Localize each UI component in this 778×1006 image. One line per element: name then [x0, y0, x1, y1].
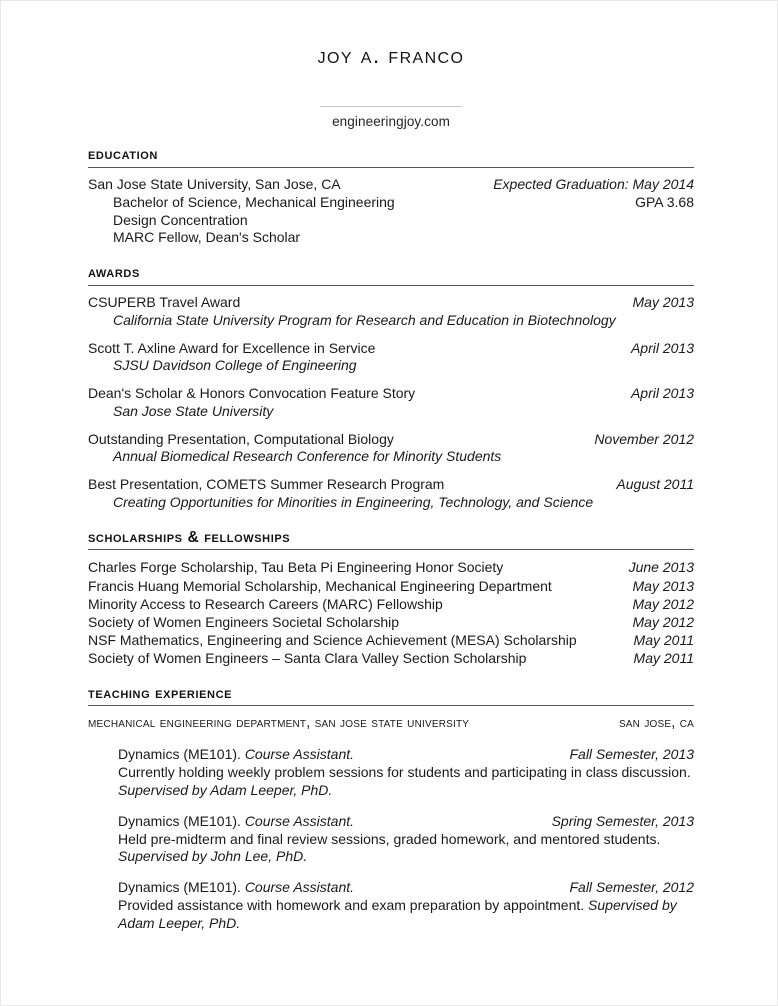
- teaching-entry: [88, 879, 694, 933]
- section-title-teaching: teaching experience: [88, 684, 233, 702]
- scholarship-row: [88, 631, 694, 649]
- award-item: [88, 476, 694, 512]
- education-degree-row: [88, 194, 694, 212]
- scholarship-name: Society of Women Engineers Societal Scholarship: [88, 614, 400, 631]
- award-date: November 2012: [594, 430, 694, 447]
- resume-content: [88, 1, 694, 933]
- teaching-supervisor: Supervised by Adam Leeper, PhD.: [118, 781, 333, 798]
- education-entry: [88, 176, 694, 247]
- teaching-term: Fall Semester, 2012: [569, 879, 694, 896]
- award-name: Outstanding Presentation, Computational Biology: [88, 430, 394, 447]
- section-divider-education: [88, 167, 694, 168]
- scholarship-row: [88, 558, 694, 576]
- teaching-course: Dynamics (ME101).: [118, 746, 241, 763]
- teaching-role: Course Assistant.: [244, 746, 355, 763]
- teaching-entry-header: [118, 746, 694, 764]
- teaching-role: Course Assistant.: [244, 879, 355, 896]
- award-detail: Annual Biomedical Research Conference for Minority Students: [113, 448, 502, 465]
- teaching-organization: mechanical engineering department, san jose state university: [88, 715, 470, 732]
- scholarship-date: May 2012: [632, 614, 694, 631]
- contact-block: [88, 106, 694, 129]
- award-item: [88, 431, 694, 467]
- teaching-role: Course Assistant.: [244, 812, 355, 829]
- scholarship-name: Society of Women Engineers – Santa Clara Valley Section Scholarship: [88, 650, 527, 667]
- education-school-row: [88, 176, 694, 194]
- award-header-row: [88, 476, 694, 494]
- award-item: [88, 385, 694, 421]
- award-date: May 2013: [632, 293, 694, 310]
- scholarship-date: May 2012: [632, 595, 694, 612]
- section-title-scholarships: scholarships & fellowships: [88, 528, 291, 546]
- award-name: CSUPERB Travel Award: [88, 293, 241, 310]
- teaching-entry: [88, 813, 694, 867]
- scholarship-name: Francis Huang Memorial Scholarship, Mechanical Engineering Department: [88, 577, 552, 594]
- candidate-name: joy a. franco: [317, 42, 465, 68]
- teaching-course: Dynamics (ME101).: [118, 812, 241, 829]
- section-divider-teaching: [88, 705, 694, 706]
- teaching-description-block: [118, 897, 694, 933]
- resume-header: [88, 43, 694, 129]
- teaching-entry-header: [118, 879, 694, 897]
- section-title-awards: awards: [88, 264, 140, 282]
- teaching-location: san jose, ca: [618, 715, 694, 732]
- section-scholarships: [88, 529, 694, 668]
- education-honors: MARC Fellow, Dean's Scholar: [113, 229, 301, 246]
- scholarship-date: June 2013: [628, 559, 694, 576]
- award-header-row: [88, 294, 694, 312]
- award-date: April 2013: [630, 385, 694, 402]
- teaching-organization-row: [88, 714, 694, 733]
- scholarship-name: Charles Forge Scholarship, Tau Beta Pi Engineering Honor Society: [88, 559, 504, 576]
- scholarship-row: [88, 613, 694, 631]
- scholarship-date: May 2013: [632, 577, 694, 594]
- award-detail: California State University Program for Research and Education in Biotechnology: [113, 311, 616, 328]
- award-detail: Creating Opportunities for Minorities in Engineering, Technology, and Science: [113, 493, 594, 510]
- teaching-description: Currently holding weekly problem sessions for students and participating in class discussion.: [118, 764, 691, 780]
- teaching-supervisor: Supervised by Adam Leeper, PhD.: [118, 897, 677, 932]
- scholarship-name: NSF Mathematics, Engineering and Science Achievement (MESA) Scholarship: [88, 632, 577, 649]
- teaching-course: Dynamics (ME101).: [118, 879, 241, 896]
- education-degree: Bachelor of Science, Mechanical Engineering: [113, 193, 395, 210]
- education-concentration: Design Concentration: [113, 211, 248, 228]
- award-header-row: [88, 385, 694, 403]
- teaching-term: Fall Semester, 2013: [569, 746, 694, 763]
- award-header-row: [88, 340, 694, 358]
- section-title-education: education: [88, 146, 158, 164]
- scholarship-date: May 2011: [633, 650, 694, 667]
- award-detail: SJSU Davidson College of Engineering: [113, 357, 357, 374]
- award-name: Scott T. Axline Award for Excellence in Service: [88, 339, 376, 356]
- education-graduation-date: Expected Graduation: May 2014: [493, 176, 694, 193]
- scholarship-list: [88, 558, 694, 667]
- teaching-description-block: [118, 764, 694, 800]
- teaching-entry: [88, 746, 694, 800]
- award-name: Dean's Scholar & Honors Convocation Feature Story: [88, 385, 416, 402]
- section-divider-scholarships: [88, 549, 694, 550]
- section-divider-awards: [88, 285, 694, 286]
- teaching-description: Held pre-midterm and final review sessions, graded homework, and mentored students.: [118, 830, 661, 847]
- scholarship-row: [88, 577, 694, 595]
- scholarship-date: May 2011: [633, 632, 694, 649]
- award-name: Best Presentation, COMETS Summer Research Program: [88, 476, 445, 493]
- teaching-entry-header: [118, 813, 694, 831]
- scholarship-row: [88, 649, 694, 667]
- contact-divider: [320, 106, 462, 107]
- award-detail: San Jose State University: [113, 402, 274, 419]
- scholarship-name: Minority Access to Research Careers (MARC) Fellowship: [88, 595, 443, 612]
- award-item: [88, 340, 694, 376]
- teaching-supervisor: Supervised by John Lee, PhD.: [118, 848, 308, 865]
- teaching-description: Provided assistance with homework and exam preparation by appointment.: [118, 897, 585, 914]
- section-education: [88, 146, 694, 247]
- education-gpa: GPA 3.68: [635, 193, 694, 210]
- section-awards: [88, 264, 694, 511]
- teaching-description-block: [118, 831, 694, 867]
- award-date: August 2011: [616, 476, 694, 493]
- teaching-term: Spring Semester, 2013: [551, 812, 694, 829]
- education-school: San Jose State University, San Jose, CA: [88, 176, 341, 193]
- website-link[interactable]: engineeringjoy.com: [332, 114, 450, 130]
- section-teaching-experience: [88, 685, 694, 933]
- award-date: April 2013: [630, 339, 694, 356]
- award-header-row: [88, 431, 694, 449]
- award-item: [88, 294, 694, 330]
- scholarship-row: [88, 595, 694, 613]
